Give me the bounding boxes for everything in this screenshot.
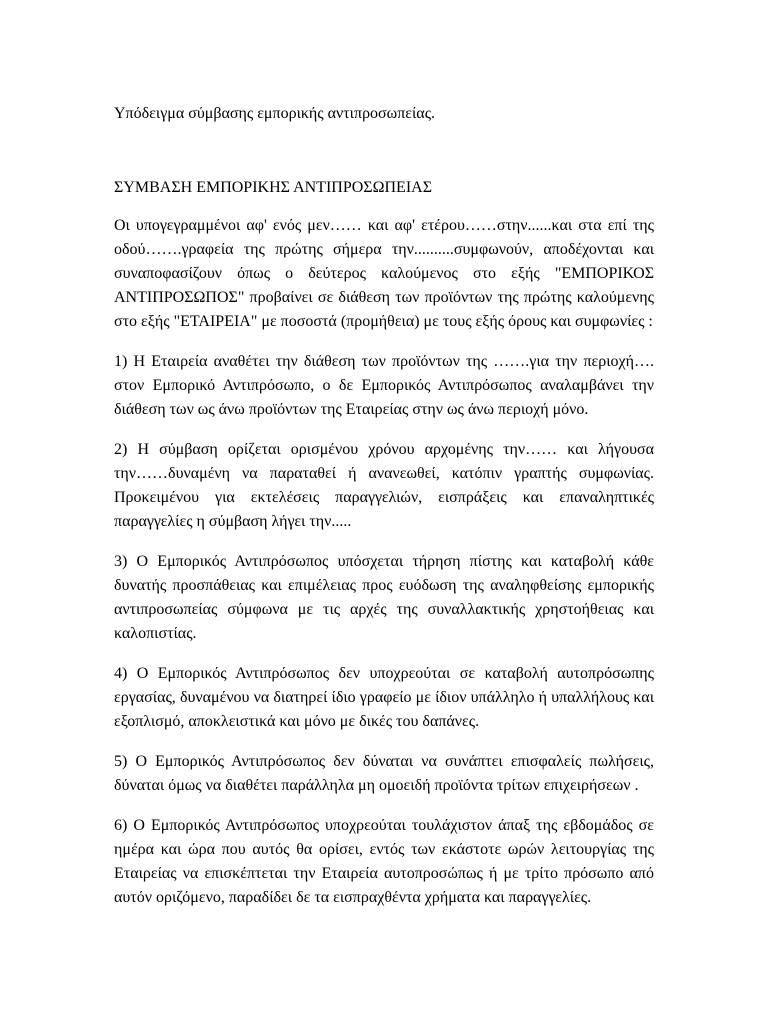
contract-preamble: Οι υπογεγραμμένοι αφ' ενός μεν…… και αφ' ετέρου……στην......και στα επί της οδού…….γραφεία της πρώτης σήμερα την..........συμφωνούν, αποδέχονται και συναποφασίζουν όπως ο δεύτερος καλούμενος στο εξής "ΕΜΠΟΡΙΚΟΣ ΑΝΤΙΠΡΟΣΩΠΟΣ" προβαίνει σε διάθεση των προϊόντων της πρώτης καλούμενης στο εξής "ΕΤΑΙΡΕΙΑ" με ποσοστά (προμήθεια) με τους εξής όρους και συμφωνίες : [114,217,654,330]
document-page [114,102,654,910]
contract-clause-3: 3) Ο Εμπορικός Αντιπρόσωπος υπόσχεται τήρηση πίστης και καταβολή κάθε δυνατής προσπάθειας και επιμέλειας προς ευόδωση της αναληφθείσης εμπορικής αντιπροσωπείας σύμφωνα με τις αρχές της συναλλακτικής χρηστοήθειας και καλοπιστίας. [114,553,654,642]
contract-title: ΣΥΜΒΑΣΗ ΕΜΠΟΡΙΚΗΣ ΑΝΤΙΠΡΟΣΩΠΕΙΑΣ [114,179,433,196]
contract-clause-2: 2) Η σύμβαση ορίζεται ορισμένου χρόνου αρχομένης την…… και λήγουσα την……δυναμένη να παραταθεί ή ανανεωθεί, κατόπιν γραπτής συμφωνίας. Προκειμένου για εκτελέσεις παραγγελιών, εισπράξεις και επαναληπτικές παραγγελίες η σύμβαση λήγει την..... [114,441,654,530]
contract-clause-6: 6) Ο Εμπορικός Αντιπρόσωπος υποχρεούται τουλάχιστον άπαξ της εβδομάδος σε ημέρα και ώρα που αυτός θα ορίσει, εντός των εκάστοτε ωρών λειτουργίας της Εταιρείας να επισκέπτεται την Εταιρεία αυτοπροσώπως ή με τρίτο πρόσωπο από αυτόν οριζόμενο, παραδίδει δε τα εισπραχθέντα χρήματα και παραγγελίες. [114,817,654,906]
contract-clause-4: 4) Ο Εμπορικός Αντιπρόσωπος δεν υποχρεούται σε καταβολή αυτοπρόσωπης εργασίας, δυναμένου να διατηρεί ίδιο γραφείο με ίδιον υπάλληλο ή υπαλλήλους και εξοπλισμό, αποκλειστικά και μόνο με δικές του δαπάνες. [114,665,654,730]
contract-clause-1: 1) Η Εταιρεία αναθέτει την διάθεση των προϊόντων της …….για την περιοχή…. στον Εμπορικό Αντιπρόσωπο, ο δε Εμπορικός Αντιπρόσωπος αναλαμβάνει την διάθεση των ως άνω προϊόντων της Εταιρείας στην ως άνω περιοχή μόνο. [114,353,654,418]
contract-clause-5: 5) Ο Εμπορικός Αντιπρόσωπος δεν δύναται να συνάπτει επισφαλείς πωλήσεις, δύναται όμως να διαθέτει παράλληλα μη ομοειδή προϊόντα τρίτων επιχειρήσεων . [114,753,654,794]
document-heading: Υπόδειγμα σύμβασης εμπορικής αντιπροσωπείας. [114,105,436,122]
